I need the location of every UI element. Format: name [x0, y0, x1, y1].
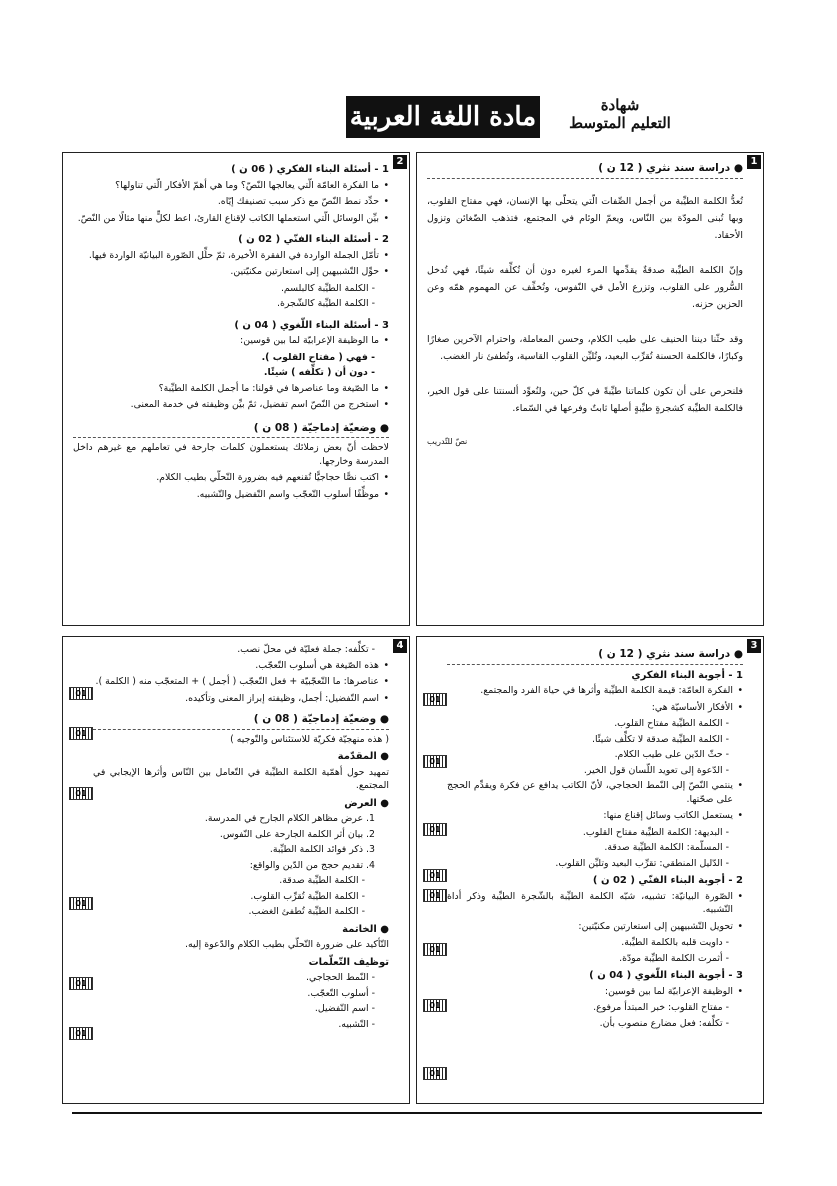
panel-questions: [62, 152, 410, 626]
usage-item: - النّمط الحجاجي.: [306, 972, 375, 983]
question-subitem: - دون أن ( تكلِّفه ) شيئًا.: [263, 367, 375, 378]
answer-item: • عناصرها: ما التّعجّبيّة + فعل التّعجّب ( أجمل ) + المتعجّب منه ( الكلمة ).: [93, 675, 389, 689]
section-note: ( هذه منهجيّة فكريّة للاستئناس والتّوجيه ): [230, 733, 389, 745]
grade-mark: 01: [69, 787, 93, 800]
answer-subitem: - الدّعوة إلى تعويد اللّسان قول الخير.: [583, 764, 729, 776]
answer-item: • اسم التّفضيل: أجمل، وظيفته إبراز المعنى وتأكيده.: [93, 692, 389, 706]
grade-mark: 01: [69, 897, 93, 910]
section-title: 2 - أسئلة البناء الفنّي ( 02 ن ): [238, 234, 389, 245]
footer-rule: [72, 1112, 762, 1114]
body-item: 2. بيان أثر الكلمة الجارحة على النّفوس.: [219, 828, 375, 840]
intro-label: ● المقدّمة: [337, 751, 389, 762]
answer-item: • تحويل التّشبيهين إلى استعارتين مكنيّتين:: [447, 920, 743, 934]
text-paragraph: وقد حثّنا ديننا الحنيف على طيب الكلام، وحسن المعاملة، واحترام الآخرين صغارًا وكبارًا، فالكلمة الحسنة تُقرِّب البعيد، وتُليِّن القلوب القاسية، وتُطفئ نار الغضب.: [427, 333, 743, 362]
panel-title: ● دراسة سند نثري ( 12 ن ): [427, 162, 743, 179]
answer-subitem: - البديهة: الكلمة الطيِّبة مفتاح القلوب.: [582, 826, 729, 838]
body-label: ● العرض: [344, 797, 389, 809]
section-title: 3 - أسئلة البناء اللّغوي ( 04 ن ): [234, 319, 389, 331]
usage-item: - أسلوب التّعجّب.: [307, 987, 375, 999]
question-item: • ما الصّيغة وما عناصرها في قولنا: ما أجمل الكلمة الطيِّبة؟: [73, 382, 389, 396]
body-item: 3. ذكر فوائد الكلمة الطيِّبة.: [269, 844, 375, 855]
grade-mark: 01: [69, 1027, 93, 1040]
conclusion-label: ● الخاتمة: [342, 923, 389, 935]
section-title: 3 - أجوبة البناء اللّغوي ( 04 ن ): [589, 970, 743, 981]
panel-number: 3: [747, 639, 761, 653]
section-title: ● وضعيّة إدماجيّة ( 08 ن ): [93, 713, 389, 730]
grade-mark: 01: [423, 889, 447, 902]
question-subitem: - فهي ( مفتاح القلوب ).: [261, 351, 375, 363]
text-source: نصّ للتّدريب: [427, 436, 468, 446]
panel-answers: [416, 636, 764, 1104]
section-title: 1 - أسئلة البناء الفكري ( 06 ن ): [231, 164, 389, 175]
conclusion-text: التّأكيد على ضرورة التّحلّي بطيب الكلام والدّعوة إليه.: [184, 939, 389, 950]
body-subitem: - الكلمة الطيِّبة تُطفئ الغضب.: [248, 906, 365, 917]
grade-mark: 01: [69, 687, 93, 700]
usage-item: - التّشبيه.: [338, 1018, 375, 1030]
grade-mark: 01: [69, 977, 93, 990]
body-item: 4. تقديم حجج من الدّين والواقع:: [249, 859, 375, 871]
answer-subitem: - الدّليل المنطقي: تقرِّب البعيد وتليِّن القلوب.: [555, 857, 729, 869]
usage-label: توظيف التّعلّمات: [308, 956, 389, 968]
panel-number: 1: [747, 155, 761, 169]
answer-item: • الصّورة البيانيّة: تشبيه، شبّه الكلمة الطيِّبة بالشّجرة الطيِّبة وذكر أداة التّشبيه.: [447, 890, 743, 917]
grade-mark: 01: [423, 755, 447, 768]
question-item: • حوِّل التّشبيهين إلى استعارتين مكنيّتين.: [73, 265, 389, 279]
certificate-line1: شهادة: [600, 96, 640, 114]
panel-answers-continued: [62, 636, 410, 1104]
grade-mark: 01: [423, 999, 447, 1012]
certificate-label: [560, 96, 680, 132]
answer-item: • يستعمل الكاتب وسائل إقناع منها:: [447, 809, 743, 823]
text-paragraph: وإنّ الكلمة الطيِّبة صدقةٌ يقدِّمها المرء لغيره دون أن تُكلِّفه شيئًا، فهي تُدخل السُّرور على القلوب، وتزرع الأمل في النّفوس، وتُخفِّف عن المهموم همّه وعن الحزين حزنه.: [427, 264, 743, 310]
subject-title: مادة اللغة العربية: [346, 96, 540, 138]
section-title: 2 - أجوبة البناء الفنّي ( 02 ن ): [592, 875, 743, 886]
situation-text: لاحظت أنّ بعض زملائك يستعملون كلمات جارحة في تعاملهم مع غيرهم داخل المدرسة وخارجها.: [73, 442, 389, 467]
panel-number: 2: [393, 155, 407, 169]
grade-mark: 01: [423, 869, 447, 882]
question-item: • حدِّد نمط النّصّ مع ذكر سبب تصنيفك إيّاه.: [73, 195, 389, 209]
question-item: • موظِّفًا أسلوب التّعجّب واسم التّفضيل والتّشبيه.: [73, 488, 389, 502]
answer-item: • الأفكار الأساسيّة هي:: [447, 701, 743, 715]
answer-item: • الفكرة العامّة: قيمة الكلمة الطيِّبة وأثرها في حياة الفرد والمجتمع.: [447, 684, 743, 698]
grade-mark: 01: [423, 943, 447, 956]
answer-subitem: - الكلمة الطيِّبة صدقة لا تكلِّف شيئًا.: [592, 733, 729, 745]
panel-text-study: [416, 152, 764, 626]
answer-subitem: - داويت قلبه بالكلمة الطيِّبة.: [621, 937, 729, 948]
question-item: • ما الوظيفة الإعرابيّة لما بين قوسين:: [73, 334, 389, 348]
grade-mark: 01: [423, 693, 447, 706]
body-item: 1. عرض مظاهر الكلام الجارح في المدرسة.: [204, 813, 375, 824]
body-subitem: - الكلمة الطيِّبة صدقة.: [279, 875, 365, 886]
grade-mark: 01: [69, 727, 93, 740]
answer-subitem: - المسلّمة: الكلمة الطيِّبة صدقة.: [604, 842, 729, 853]
panel-title: ● دراسة سند نثري ( 12 ن ): [447, 648, 743, 665]
answer-subitem: - تكلِّفه: جملة فعليّة في محلّ نصب.: [237, 644, 375, 655]
answer-subitem: - حثّ الدّين على طيب الكلام.: [614, 749, 729, 760]
question-item: • اكتب نصًّا حجاجيًّا تُقنعهم فيه بضرورة التّحلّي بطيب الكلام.: [73, 471, 389, 485]
question-item: • استخرج من النّصّ اسم تفضيل، ثمّ بيِّن وظيفته في خدمة المعنى.: [73, 398, 389, 412]
panel-number: 4: [393, 639, 407, 653]
section-title: ● وضعيّة إدماجيّة ( 08 ن ): [73, 422, 389, 439]
answer-item: • الوظيفة الإعرابيّة لما بين قوسين:: [447, 985, 743, 999]
answer-subitem: - الكلمة الطيِّبة مفتاح القلوب.: [614, 718, 729, 729]
text-paragraph: فلنحرص على أن تكون كلماتنا طيِّبةً في كلّ حين، ولنُعوِّد ألسنتنا على قول الخير، فالكلمة الطيِّبة كشجرةٍ طيِّبةٍ أصلها ثابتٌ وفرعها في السّماء.: [427, 385, 743, 414]
answer-item: • هذه الصّيغة هي أسلوب التّعجّب.: [93, 659, 389, 673]
answer-subitem: - مفتاح القلوب: خبر المبتدأ مرفوع.: [593, 1002, 729, 1013]
answer-subitem: - أثمرت الكلمة الطيِّبة مودّة.: [619, 952, 729, 964]
answer-subitem: - تكلِّفه: فعل مضارع منصوب بأن.: [599, 1017, 729, 1029]
certificate-line2: التعليم المتوسط: [569, 114, 671, 132]
body-subitem: - الكلمة الطيِّبة تُقرِّب القلوب.: [250, 890, 365, 902]
grade-mark: 01: [423, 823, 447, 836]
usage-item: - اسم التّفضيل.: [314, 1003, 375, 1014]
intro-text: تمهيد حول أهمّية الكلمة الطيِّبة في التّعامل بين النّاس وأثرها الإيجابي في المجتمع.: [93, 766, 389, 791]
question-item: • بيِّن الوسائل الّتي استعملها الكاتب لإقناع القارئ، اعط لكلٍّ منها مثالًا من النّصّ.: [73, 212, 389, 226]
text-paragraph: تُعدُّ الكلمة الطيِّبة من أجمل الصِّفات الّتي يتحلّى بها الإنسان، فهي مفتاح القلوب، وبها تُبنى المودّة بين النّاس، ويعمّ الوئام في المجتمع، فتذهب الضّغائن وتزول الأحقاد.: [427, 195, 743, 241]
answer-item: • ينتمي النّصّ إلى النّمط الحجاجي، لأنّ الكاتب يدافع عن فكرة ويقدِّم الحجج على صحّتها.: [447, 779, 743, 806]
question-item: • تأمّل الجملة الواردة في الفقرة الأخيرة، ثمّ حلِّل الصّورة البيانيّة الواردة فيها.: [73, 249, 389, 263]
grade-mark: 01: [423, 1067, 447, 1080]
question-subitem: - الكلمة الطيِّبة كالشّجرة.: [276, 298, 375, 309]
question-item: • ما الفكرة العامّة الّتي يعالجها النّصّ؟ وما هي أهمّ الأفكار الّتي تناولها؟: [73, 179, 389, 193]
question-subitem: - الكلمة الطيِّبة كالبلسم.: [280, 282, 375, 294]
section-title: 1 - أجوبة البناء الفكري: [631, 669, 743, 681]
